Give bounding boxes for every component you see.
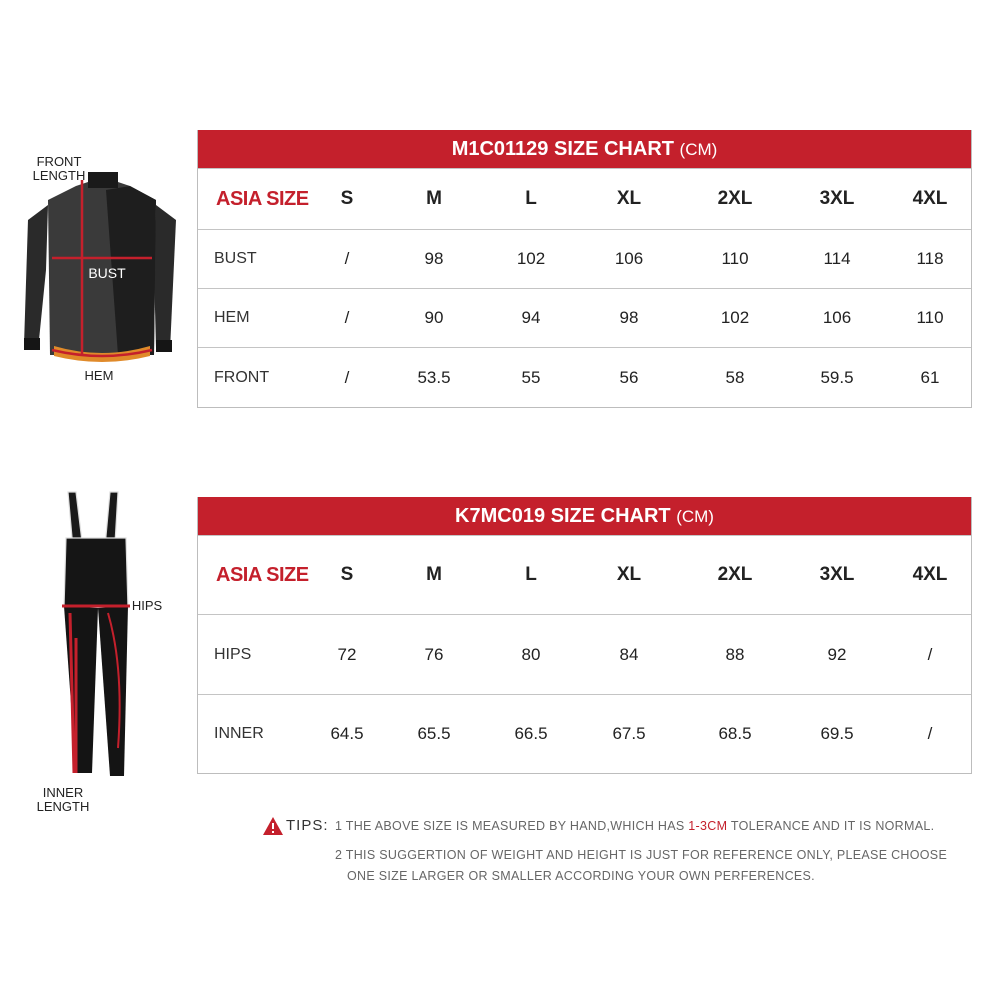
table-cell: 110 [721,249,749,268]
table-cell: / [344,367,350,387]
table-cell: / [927,644,933,664]
size-header-3xl: 3XL [819,564,855,585]
row-label: HEM [214,309,250,326]
size-header-l: L [525,564,537,585]
chart-title-unit: (CM) [679,140,718,159]
size-header-xl: XL [616,564,642,585]
tip-tolerance-highlight: 1-3CM [688,819,728,833]
tip-line-2: 2 THIS SUGGERTION OF WEIGHT AND HEIGHT IS JUST FOR REFERENCE ONLY, PLEASE CHOOSE [335,848,948,862]
table-cell: 88 [725,644,745,664]
size-header-xl: XL [616,188,642,209]
asia-size-header: ASIA SIZE [216,187,309,210]
table-cell: 94 [521,308,541,327]
bib-tights-illustration [48,488,148,788]
table-cell: 118 [916,249,944,268]
table-cell: 65.5 [417,724,451,743]
size-header-m: M [426,564,442,585]
size-header-2xl: 2XL [717,188,753,209]
bib-tights-image [48,488,148,788]
table-cell: 110 [916,308,944,327]
table-row [198,694,971,773]
table-cell: 58 [725,367,745,387]
table-cell: 61 [920,367,940,387]
size-header-l: L [525,188,537,209]
table-cell: 80 [521,644,541,664]
table-row [198,614,971,694]
front-length-label: FRONT LENGTH [32,154,86,183]
row-label: BUST [214,250,257,267]
bust-label: BUST [88,265,126,281]
table-cell: / [344,249,350,268]
table-cell: / [927,724,933,743]
size-header-row [198,168,971,229]
asia-size-header: ASIA SIZE [216,563,309,586]
table-cell: 102 [516,249,546,268]
table-cell: 84 [619,644,639,664]
table-cell: 59.5 [820,367,854,387]
table-cell: 69.5 [820,724,854,743]
size-header-4xl: 4XL [912,188,948,209]
size-chart-jacket [197,130,972,408]
table-row [198,229,971,288]
table-cell: 92 [827,644,847,664]
table-cell: 68.5 [718,724,752,743]
size-chart-bib-tights [197,497,972,774]
table-cell: 67.5 [612,724,646,743]
inner-length-label: INNER LENGTH [36,785,90,814]
chart-title-unit: (CM) [676,507,714,526]
table-cell: 98 [424,249,444,268]
table-cell: 114 [823,249,851,268]
tips-heading: TIPS: [286,817,329,834]
table-cell: 64.5 [330,724,364,743]
tip-line-3: ONE SIZE LARGER OR SMALLER ACCORDING YOUR OWN PERFERENCES. [347,869,815,883]
size-header-s: S [340,188,354,209]
tip-line-1 [335,819,934,833]
tip-line-1-text-b: TOLERANCE AND IT IS NORMAL. [727,819,935,833]
table-cell: 55 [521,367,541,387]
table-cell: 66.5 [514,724,548,743]
chart-title [198,130,971,168]
table-cell: 72 [337,644,357,664]
table-cell: 106 [614,249,644,268]
table-cell: 90 [424,308,444,327]
table-cell: / [344,308,350,327]
row-label: HIPS [214,645,252,663]
warning-icon [262,816,284,836]
table-cell: 102 [720,308,750,327]
table-cell: 56 [619,367,639,387]
size-header-3xl: 3XL [819,188,855,209]
row-label: FRONT [214,368,270,386]
table-cell: 98 [619,308,639,327]
table-cell: 53.5 [417,367,451,387]
size-header-s: S [340,564,354,585]
table-cell: 76 [424,644,444,664]
table-row [198,288,971,347]
table-cell: 106 [822,308,852,327]
chart-title-text: K7MC019 SIZE CHART [455,505,671,527]
hem-label: HEM [84,368,114,383]
size-header-2xl: 2XL [717,564,753,585]
size-header-4xl: 4XL [912,564,948,585]
size-header-m: M [426,188,442,209]
tip-line-1-text-a: 1 THE ABOVE SIZE IS MEASURED BY HAND,WHICH HAS [335,819,689,833]
chart-title [198,497,971,535]
table-row [198,347,971,407]
chart-title-text: M1C01129 SIZE CHART [451,138,674,160]
size-header-row [198,535,971,614]
hips-label: HIPS [131,598,163,613]
row-label: INNER [214,725,264,742]
